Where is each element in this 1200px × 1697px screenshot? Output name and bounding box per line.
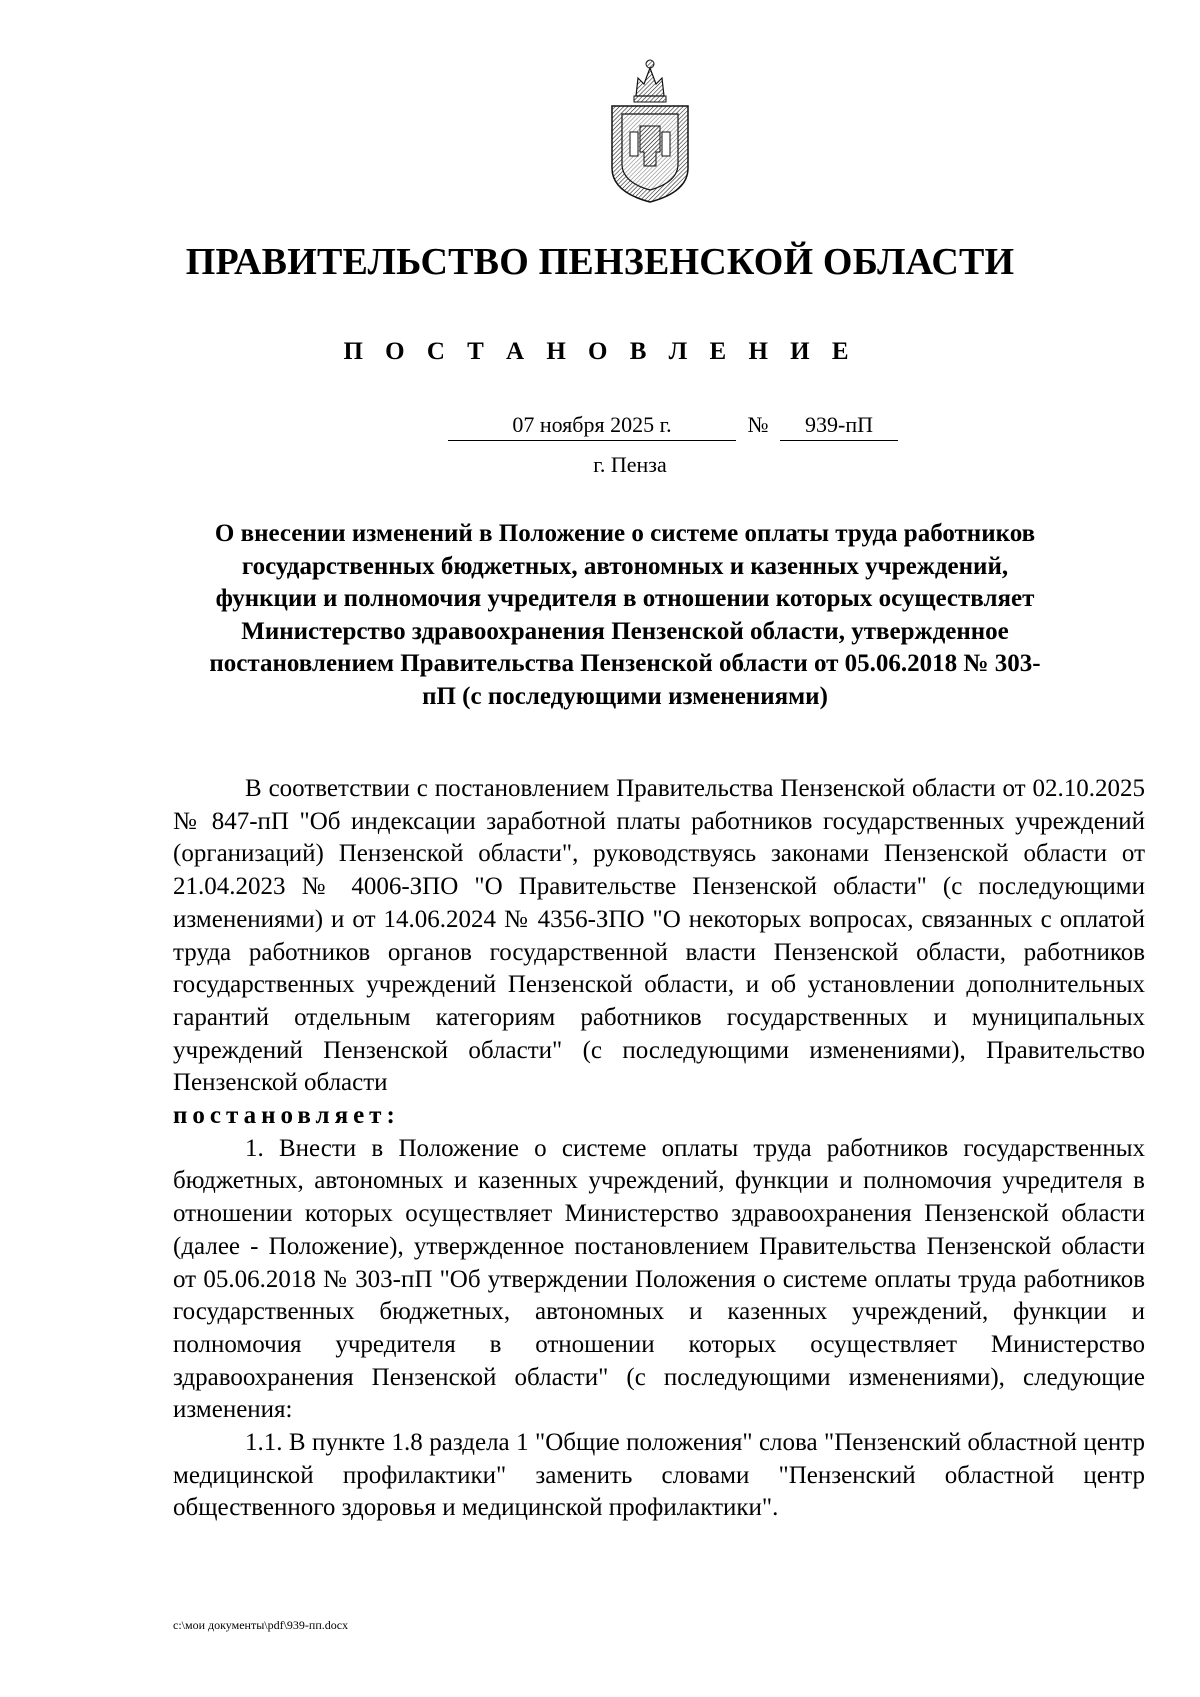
number-sign: № bbox=[747, 412, 769, 437]
item-1-paragraph: 1. Внести в Положение о системе оплаты труда работников государственных бюджетных, автономных и казенных учреждений, функции и полномочия учредителя в отношении которых осуществляет Министерство здравоохранения Пензенской области (далее - Положение), утвержденное постановлением Правительства Пензенской области от 05.06.2018 № 303-пП "Об утверждении Положения о системе оплаты труда работников государственных бюджетных, автономных и казенных учреждений, функции и полномочия учредителя в отношении которых осуществляет Министерство здравоохранения Пензенской области" (с последующими изменениями), следующие изменения: bbox=[173, 1134, 1145, 1424]
item-1-1-paragraph: 1.1. В пункте 1.8 раздела 1 "Общие положения" слова "Пензенский областной центр медицинской профилактики" заменить словами "Пензенский областной центр общественного здоровья и медицинской профилактики". bbox=[173, 1429, 1145, 1522]
preamble-paragraph: В соответствии с постановлением Правительства Пензенской области от 02.10.2025 № 847-пП "Об индексации заработной платы работников государственных учреждений (организаций) Пензенской области", руководствуясь законами Пензенской области от 21.04.2023 № 4006-ЗПО "О Правительстве Пензенской области" (с последующими изменениями) и от 14.06.2024 № 4356-ЗПО "О некоторых вопросах, связанных с оплатой труда работников органов государственной власти Пензенской области, работников государственных учреждений Пензенской области, и об установлении дополнительных гарантий отдельным категориям работников государственных и муниципальных учреждений Пензенской области" (с последующими изменениями), Правительство Пензенской области bbox=[173, 775, 1145, 1097]
city-label: г. Пенза bbox=[593, 452, 667, 477]
organization-title: ПРАВИТЕЛЬСТВО ПЕНЗЕНСКОЙ ОБЛАСТИ bbox=[185, 241, 1015, 283]
document-type-heading: П О С Т А Н О В Л Е Н И Е bbox=[343, 338, 857, 365]
file-path-footer: c:\мои документы\pdf\939-пп.docx bbox=[173, 1618, 349, 1632]
document-body bbox=[173, 773, 1145, 1525]
resolves-word: постановляет: bbox=[173, 1102, 400, 1130]
document-number: 939-пП bbox=[780, 410, 898, 441]
document-date: 07 ноября 2025 г. bbox=[448, 410, 736, 441]
coat-of-arms-icon bbox=[606, 56, 694, 206]
document-subject: О внесении изменений в Положение о системе оплаты труда работников государственных бюджетных, автономных и казенных учреждений, функции и полномочия учредителя в отношении которых осуществляет Министерство здравоохранения Пензенской области, утвержденное постановлением Правительства Пензенской области от 05.06.2018 № 303-пП (с последующими изменениями) bbox=[209, 520, 1041, 710]
